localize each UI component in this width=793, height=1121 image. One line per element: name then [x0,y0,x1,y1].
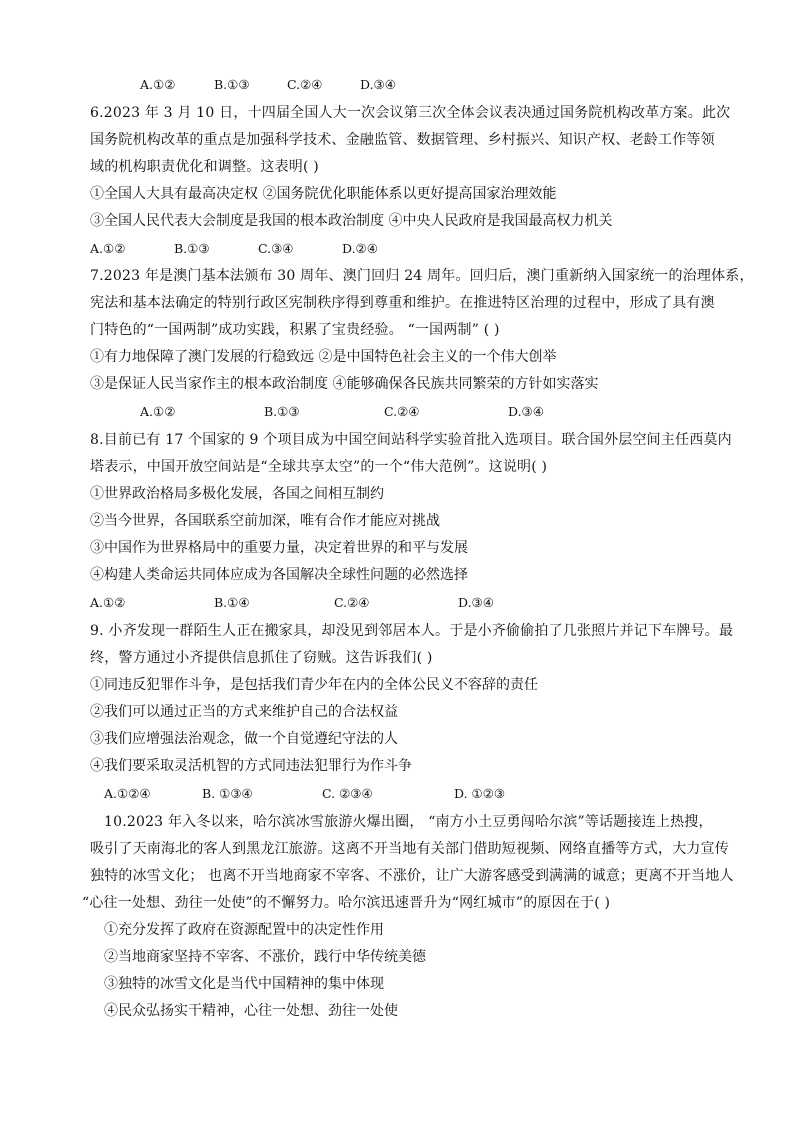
q9-stem-line1: 9. 小齐发现一群陌生人正在搬家具，却没见到邻居本人。于是小齐偷偷拍了几张照片并记下车牌号。最 [90,623,734,639]
q9-stem-line2: 终，警方通过小齐提供信息抓住了窃贼。这告诉我们( ) [90,650,433,666]
q10-stem-line2: 吸引了天南海北的客人到黑龙江旅游。这离不开当地有关部门借助短视频、网络直播等方式，大力宣传 [90,841,729,857]
q6-option-a: A.①② [90,241,126,256]
q8-statement-2: ②当今世界，各国联系空前加深，唯有合作才能应对挑战 [90,513,440,529]
q9-option-b: B. ①③④ [202,786,253,801]
q7-option-a: A.①② [140,404,176,419]
q10-statement-4: ④民众弘扬实干精神，心往一处想、劲往一处使 [104,1003,398,1019]
q8-option-a: A.①② [90,595,126,610]
q8-statement-3: ③中国作为世界格局中的重要力量，决定着世界的和平与发展 [90,540,468,556]
q8-stem-line2: 塔表示，中国开放空间站是“全球共享太空”的一个“伟大范例”。这说明( ) [90,459,548,475]
q9-option-d: D. ①②③ [454,786,506,801]
q8-option-b: B.①④ [214,595,250,610]
q6-option-d: D.②④ [342,241,378,256]
q5-option-a: A.①② [140,77,176,92]
q7-option-c: C.②④ [384,404,420,419]
q7-statement-1-2: ①有力地保障了澳门发展的行稳致远 ②是中国特色社会主义的一个伟大创举 [90,349,557,365]
q6-statement-1-2: ①全国人大具有最高决定权 ②国务院优化职能体系以更好提高国家治理效能 [90,186,557,202]
q10-stem-line3: 独特的冰雪文化； 也离不开当地商家不宰客、不涨价，让广大游客感受到满满的诚意；更离不开当地人 [90,868,734,884]
q10-statement-1: ①充分发挥了政府在资源配置中的决定性作用 [104,922,384,938]
q8-option-d: D.③④ [458,595,494,610]
q6-option-c: C.③④ [258,241,294,256]
q7-option-b: B.①③ [264,404,300,419]
q5-option-d: D.③④ [360,77,396,92]
q7-stem-line1: 7.2023 年是澳门基本法颁布 30 周年、澳门回归 24 周年。回归后，澳门重新纳入国家统一的治理体系， [90,268,754,284]
q8-statement-1: ①世界政治格局多极化发展，各国之间相互制约 [90,486,384,502]
q8-statement-4: ④构建人类命运共同体应成为各国解决全球性问题的必然选择 [90,567,468,583]
q9-statement-4: ④我们要采取灵活机智的方式同违法犯罪行为作斗争 [90,758,412,774]
q9-option-a: A.①②④ [104,786,151,801]
q10-statement-3: ③独特的冰雪文化是当代中国精神的集中体现 [104,976,384,992]
q9-statement-3: ③我们应增强法治观念，做一个自觉遵纪守法的人 [90,731,398,747]
q5-option-c: C.②④ [287,77,323,92]
q7-stem-line2: 宪法和基本法确定的特别行政区宪制秩序得到尊重和维护。在推进特区治理的过程中，形成了具有澳 [90,295,715,311]
q7-statement-3-4: ③是保证人民当家作主的根本政治制度 ④能够确保各民族共同繁荣的方针如实落实 [90,376,599,392]
q8-stem-line1: 8.目前已有 17 个国家的 9 个项目成为中国空间站科学实验首批入选项目。联合国外层空间主任西莫内 [90,432,732,448]
q10-stem-line1: 10.2023 年入冬以来，哈尔滨冰雪旅游火爆出圈， “南方小土豆勇闯哈尔滨”等话题接连上热搜， [104,814,713,830]
q10-statement-2: ②当地商家坚持不宰客、不涨价，践行中华传统美德 [104,949,426,965]
q9-statement-2: ②我们可以通过正当的方式来维护自己的合法权益 [90,704,398,720]
q6-stem-line1: 6.2023 年 3 月 10 日，十四届全国人大一次会议第三次全体会议表决通过国务院机构改革方案。此次 [90,105,731,121]
q7-stem-line3: 门特色的“一国两制”成功实践，积累了宝贵经验。 “一国两制” ( ) [90,322,500,338]
q6-option-b: B.①③ [174,241,210,256]
q6-statement-3-4: ③全国人民代表大会制度是我国的根本政治制度 ④中央人民政府是我国最高权力机关 [90,213,613,229]
q6-stem-line3: 域的机构职责优化和调整。这表明( ) [90,159,319,175]
q5-option-b: B.①③ [214,77,250,92]
q7-option-d: D.③④ [508,404,544,419]
q6-stem-line2: 国务院机构改革的重点是加强科学技术、金融监管、数据管理、乡村振兴、知识产权、老龄工作等领 [90,132,715,148]
q8-option-c: C.②④ [334,595,370,610]
q9-statement-1: ①同违反犯罪作斗争，是包括我们青少年在内的全体公民义不容辞的责任 [90,677,538,693]
q10-stem-line4: “心往一处想、劲往一处使”的不懈努力。哈尔滨迅速晋升为“网红城市”的原因在于( ) [82,895,611,911]
q9-option-c: C. ②③④ [322,786,373,801]
